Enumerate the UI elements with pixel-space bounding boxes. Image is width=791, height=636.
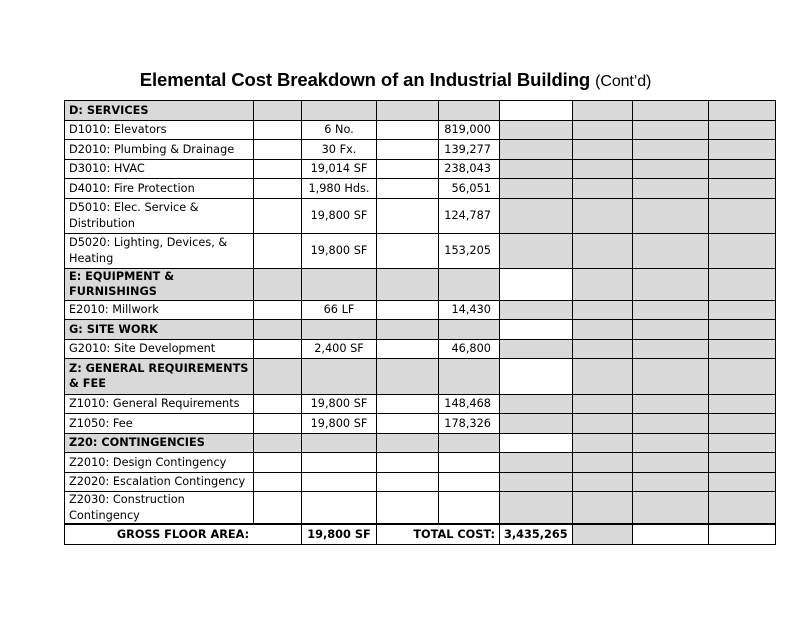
cost-cell <box>439 492 500 525</box>
table-row <box>65 453 776 473</box>
table-row <box>65 300 776 320</box>
cost-per-unit-cell <box>500 414 573 434</box>
title-main: Elemental Cost Breakdown of an Industrial Building <box>139 69 591 90</box>
cost-per-unit-cell <box>500 472 573 492</box>
shaded-cell <box>708 268 775 300</box>
cost-cell: 238,043 <box>439 159 500 179</box>
blank-cell <box>377 472 439 492</box>
cost-cell: 14,430 <box>439 300 500 320</box>
cost-cell <box>439 268 500 300</box>
percent-cell <box>572 472 632 492</box>
shaded-cell <box>632 300 708 320</box>
quantity-cell <box>302 268 377 300</box>
blank-cell <box>254 433 302 453</box>
cost-cell: 153,205 <box>439 233 500 268</box>
cost-cell <box>439 359 500 394</box>
shaded-cell <box>572 524 632 544</box>
quantity-cell <box>302 453 377 473</box>
cost-cell: 148,468 <box>439 394 500 414</box>
percent-cell <box>572 453 632 473</box>
totals-row <box>65 524 776 544</box>
cost-per-unit-cell <box>500 233 573 268</box>
blank-cell <box>377 394 439 414</box>
element-name-cell: D: SERVICES <box>65 101 254 121</box>
element-name-cell: D2010: Plumbing & Drainage <box>65 140 254 160</box>
quantity-cell <box>302 433 377 453</box>
cost-cell: 178,326 <box>439 414 500 434</box>
shaded-cell <box>632 433 708 453</box>
cost-per-unit-cell <box>500 198 573 233</box>
percent-cell <box>572 320 632 340</box>
shaded-cell <box>632 233 708 268</box>
cost-per-unit-cell <box>500 433 573 453</box>
quantity-cell: 6 No. <box>302 120 377 140</box>
shaded-cell <box>708 320 775 340</box>
element-name-cell: Z2020: Escalation Contingency <box>65 472 254 492</box>
blank-cell <box>254 492 302 525</box>
element-name-cell: D1010: Elevators <box>65 120 254 140</box>
element-name-cell: D5020: Lighting, Devices, & Heating <box>65 233 254 268</box>
percent-cell <box>572 268 632 300</box>
element-name-cell: E2010: Millwork <box>65 300 254 320</box>
quantity-cell <box>302 320 377 340</box>
shaded-cell <box>708 179 775 199</box>
title-sub: (Cont’d) <box>595 73 652 90</box>
cost-cell <box>439 320 500 340</box>
cost-per-unit-cell <box>500 268 573 300</box>
cost-per-unit-cell <box>500 492 573 525</box>
element-name-cell: Z2030: Construction Contingency <box>65 492 254 525</box>
blank-cell <box>254 233 302 268</box>
blank-cell <box>377 268 439 300</box>
quantity-cell: 19,800 SF <box>302 198 377 233</box>
quantity-cell: 30 Fx. <box>302 140 377 160</box>
section-row <box>65 101 776 121</box>
blank-cell <box>377 453 439 473</box>
blank-cell <box>254 414 302 434</box>
cost-per-unit-cell <box>500 453 573 473</box>
blank-cell <box>254 339 302 359</box>
element-name-cell: Z2010: Design Contingency <box>65 453 254 473</box>
table-row <box>65 140 776 160</box>
shaded-cell <box>708 339 775 359</box>
table-row <box>65 394 776 414</box>
shaded-cell <box>708 101 775 121</box>
blank-cell <box>254 300 302 320</box>
cost-cell: 46,800 <box>439 339 500 359</box>
page-title <box>0 69 791 91</box>
shaded-cell <box>708 394 775 414</box>
cost-per-unit-cell <box>500 140 573 160</box>
blank-cell <box>377 179 439 199</box>
blank-cell <box>377 198 439 233</box>
blank-cell <box>377 414 439 434</box>
quantity-cell: 66 LF <box>302 300 377 320</box>
cost-cell: 819,000 <box>439 120 500 140</box>
percent-cell <box>572 300 632 320</box>
cost-per-unit-cell <box>500 159 573 179</box>
percent-cell <box>572 159 632 179</box>
section-row <box>65 320 776 340</box>
shaded-cell <box>708 300 775 320</box>
element-name-cell: Z20: CONTINGENCIES <box>65 433 254 453</box>
quantity-cell <box>302 101 377 121</box>
blank-cell <box>377 101 439 121</box>
blank-cell <box>254 101 302 121</box>
quantity-cell <box>302 359 377 394</box>
table-row <box>65 120 776 140</box>
shaded-cell <box>632 339 708 359</box>
cost-cell: 124,787 <box>439 198 500 233</box>
shaded-cell <box>632 140 708 160</box>
cost-per-unit-cell <box>500 120 573 140</box>
blank-cell <box>708 524 775 544</box>
shaded-cell <box>632 414 708 434</box>
blank-cell <box>377 159 439 179</box>
element-name-cell: G: SITE WORK <box>65 320 254 340</box>
gfa-label: GROSS FLOOR AREA: <box>65 524 302 544</box>
table-body <box>65 101 776 545</box>
blank-cell <box>254 472 302 492</box>
cost-cell: 56,051 <box>439 179 500 199</box>
quantity-cell: 19,014 SF <box>302 159 377 179</box>
blank-cell <box>254 159 302 179</box>
shaded-cell <box>632 320 708 340</box>
table-row <box>65 159 776 179</box>
blank-cell <box>377 359 439 394</box>
element-name-cell: D5010: Elec. Service & Distribution <box>65 198 254 233</box>
table-row <box>65 179 776 199</box>
quantity-cell <box>302 492 377 525</box>
element-name-cell: Z1050: Fee <box>65 414 254 434</box>
blank-cell <box>254 394 302 414</box>
quantity-cell: 19,800 SF <box>302 394 377 414</box>
shaded-cell <box>632 394 708 414</box>
element-name-cell: G2010: Site Development <box>65 339 254 359</box>
section-row <box>65 433 776 453</box>
quantity-cell <box>302 472 377 492</box>
blank-cell <box>377 339 439 359</box>
shaded-cell <box>632 472 708 492</box>
cost-breakdown-table <box>64 100 776 545</box>
blank-cell <box>254 268 302 300</box>
shaded-cell <box>632 179 708 199</box>
percent-cell <box>572 359 632 394</box>
percent-cell <box>572 233 632 268</box>
element-name-cell: D4010: Fire Protection <box>65 179 254 199</box>
cost-per-unit-cell <box>500 320 573 340</box>
percent-cell <box>572 179 632 199</box>
quantity-cell: 19,800 SF <box>302 233 377 268</box>
shaded-cell <box>708 198 775 233</box>
cost-cell <box>439 101 500 121</box>
cost-cell <box>439 433 500 453</box>
quantity-cell: 2,400 SF <box>302 339 377 359</box>
percent-cell <box>572 198 632 233</box>
total-cost-label: TOTAL COST: <box>377 524 500 544</box>
cost-cell: 139,277 <box>439 140 500 160</box>
element-name-cell: E: EQUIPMENT & FURNISHINGS <box>65 268 254 300</box>
cost-cell <box>439 472 500 492</box>
cost-cell <box>439 453 500 473</box>
percent-cell <box>572 101 632 121</box>
element-name-cell: Z: GENERAL REQUIREMENTS & FEE <box>65 359 254 394</box>
blank-cell <box>254 320 302 340</box>
shaded-cell <box>632 198 708 233</box>
shaded-cell <box>708 414 775 434</box>
table-row <box>65 339 776 359</box>
element-name-cell: Z1010: General Requirements <box>65 394 254 414</box>
cost-per-unit-cell <box>500 339 573 359</box>
shaded-cell <box>708 359 775 394</box>
blank-cell <box>377 492 439 525</box>
section-row <box>65 268 776 300</box>
section-row <box>65 359 776 394</box>
shaded-cell <box>708 233 775 268</box>
shaded-cell <box>708 433 775 453</box>
percent-cell <box>572 492 632 525</box>
cost-per-unit-cell <box>500 300 573 320</box>
gfa-value: 19,800 SF <box>302 524 377 544</box>
shaded-cell <box>632 159 708 179</box>
blank-cell <box>254 359 302 394</box>
blank-cell <box>377 140 439 160</box>
shaded-cell <box>708 453 775 473</box>
shaded-cell <box>632 268 708 300</box>
cost-per-unit-cell <box>500 359 573 394</box>
blank-cell <box>254 120 302 140</box>
blank-cell <box>254 179 302 199</box>
blank-cell <box>377 120 439 140</box>
cost-per-unit-cell <box>500 101 573 121</box>
shaded-cell <box>632 101 708 121</box>
quantity-cell: 19,800 SF <box>302 414 377 434</box>
table-row <box>65 472 776 492</box>
blank-cell <box>632 524 708 544</box>
element-name-cell: D3010: HVAC <box>65 159 254 179</box>
cost-per-unit-cell <box>500 394 573 414</box>
blank-cell <box>377 320 439 340</box>
total-cost-value: 3,435,265 <box>500 524 573 544</box>
percent-cell <box>572 120 632 140</box>
blank-cell <box>254 140 302 160</box>
shaded-cell <box>708 492 775 525</box>
quantity-cell: 1,980 Hds. <box>302 179 377 199</box>
table-row <box>65 414 776 434</box>
blank-cell <box>254 198 302 233</box>
table-row <box>65 492 776 525</box>
shaded-cell <box>708 159 775 179</box>
shaded-cell <box>708 120 775 140</box>
shaded-cell <box>632 492 708 525</box>
percent-cell <box>572 140 632 160</box>
blank-cell <box>377 300 439 320</box>
table-row <box>65 198 776 233</box>
blank-cell <box>377 233 439 268</box>
cost-per-unit-cell <box>500 179 573 199</box>
shaded-cell <box>708 472 775 492</box>
percent-cell <box>572 414 632 434</box>
shaded-cell <box>632 453 708 473</box>
shaded-cell <box>632 120 708 140</box>
percent-cell <box>572 433 632 453</box>
percent-cell <box>572 394 632 414</box>
blank-cell <box>254 453 302 473</box>
shaded-cell <box>632 359 708 394</box>
percent-cell <box>572 339 632 359</box>
shaded-cell <box>708 140 775 160</box>
table-row <box>65 233 776 268</box>
blank-cell <box>377 433 439 453</box>
